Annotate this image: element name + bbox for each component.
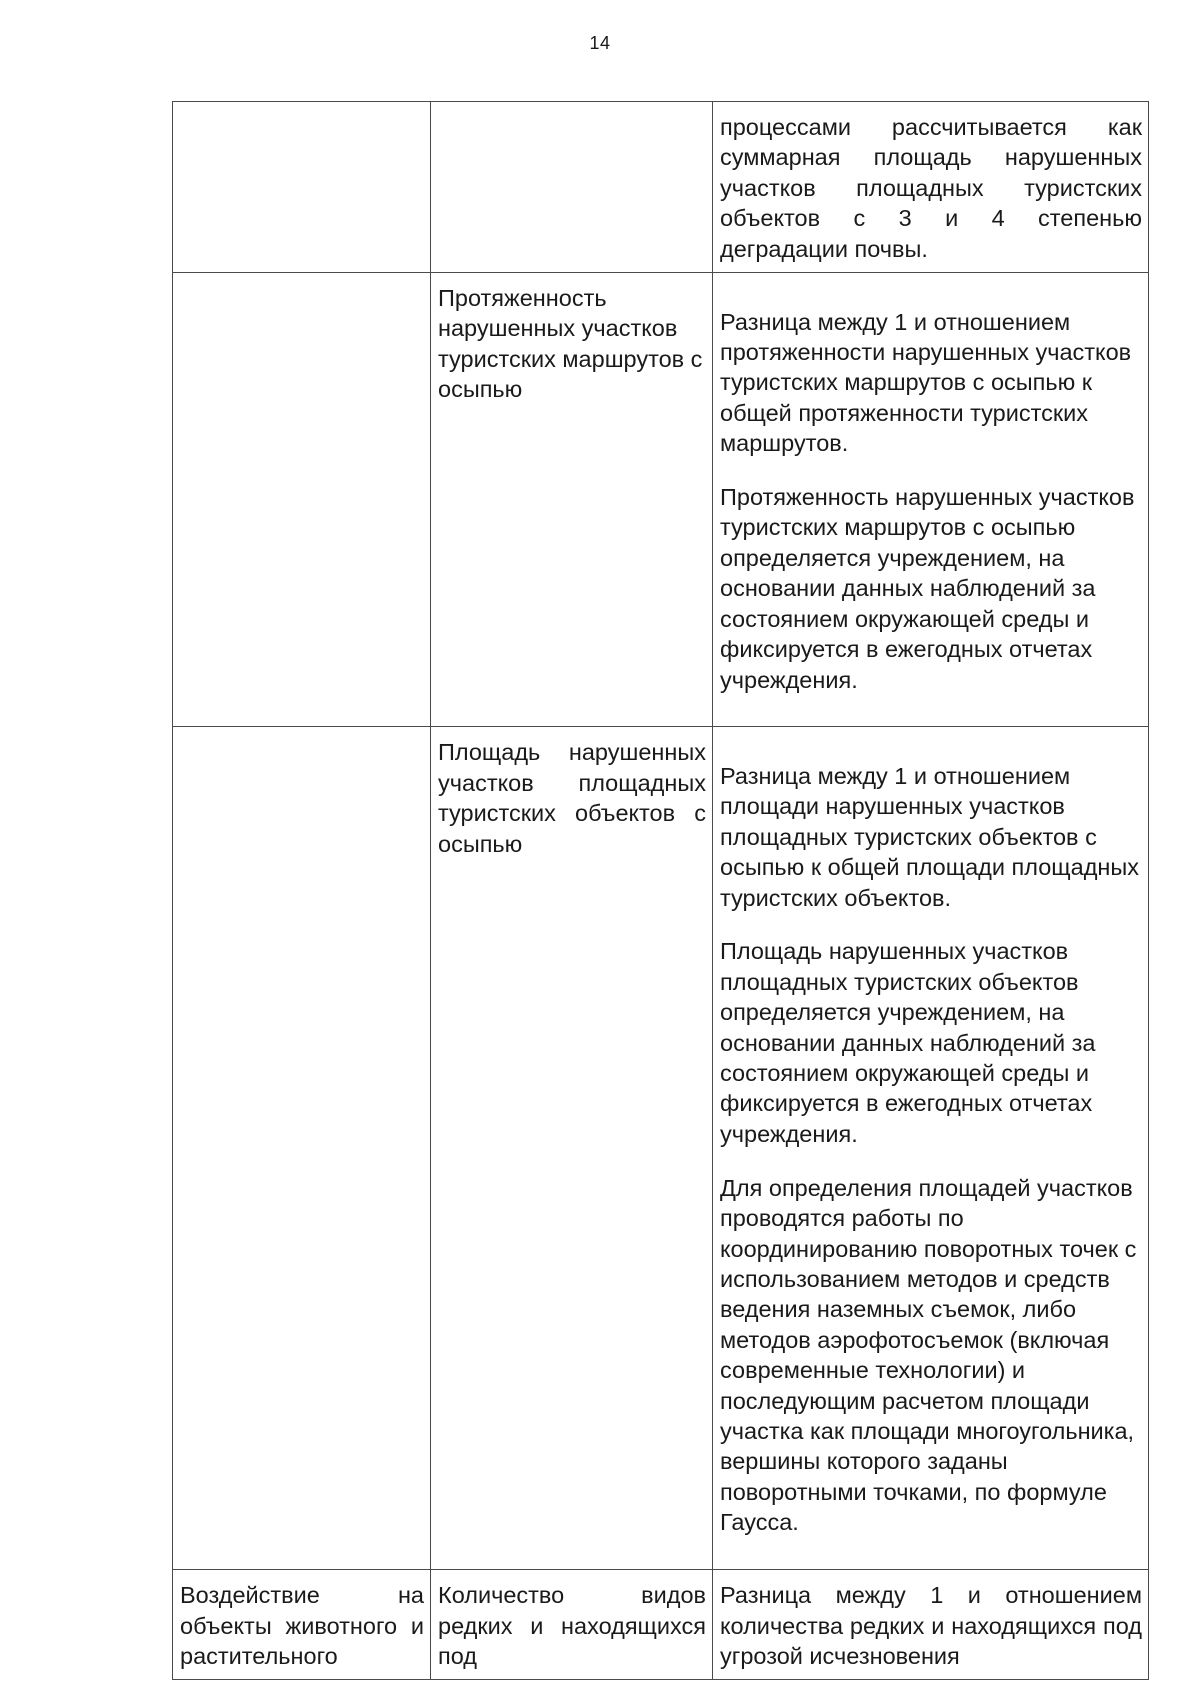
table-cell-indicator: Протяженность нарушенных участков туристских маршрутов с осыпью — [431, 273, 713, 727]
method-paragraph: Протяженность нарушенных участков туристских маршрутов с осыпью определяется учреждением, на основании данных наблюдений за состоянием окружающей среды и фиксируется в ежегодных отчетах учреждения. — [720, 484, 1135, 693]
method-paragraph: Разница между 1 и отношением площади нарушенных участков площадных туристских объектов с осыпью к общей площади площадных туристских объектов. — [720, 762, 1140, 911]
table-row — [173, 727, 1149, 1570]
table-cell-impact: Воздействие на объекты животного и растительного — [173, 1570, 431, 1680]
method-paragraph: Разница между 1 и отношением протяженности нарушенных участков туристских маршрутов с осыпью к общей протяженности туристских маршрутов. — [720, 308, 1132, 457]
page-number: 14 — [589, 33, 611, 53]
table-cell-impact — [173, 273, 431, 727]
table-cell-method: процессами рассчитывается как суммарная площадь нарушенных участков площадных туристских объектов с 3 и 4 степенью деградации почвы. — [713, 102, 1149, 273]
table-cell-method — [713, 727, 1149, 1570]
table-row — [173, 102, 1149, 273]
table-cell-indicator: Количество видов редких и находящихся под — [431, 1570, 713, 1680]
table-cell-indicator: Площадь нарушенных участков площадных туристских объектов с осыпью — [431, 727, 713, 1570]
table-cell-impact — [173, 727, 431, 1570]
table-row — [173, 273, 1149, 727]
table-cell-impact — [173, 102, 431, 273]
table-cell-method — [713, 273, 1149, 727]
table-cell-indicator — [431, 102, 713, 273]
method-paragraph: Для определения площадей участков проводятся работы по координированию поворотных точек с использованием методов и средств ведения наземных съемок, либо методов аэрофотосъемок (включая современные технологии) и последующим расчетом площади участка как площади многоугольника, вершины которого заданы поворотными точками, по формуле Гаусса. — [720, 1174, 1137, 1536]
indicators-table — [172, 101, 1149, 1680]
method-paragraph: Площадь нарушенных участков площадных туристских объектов определяется учреждением, на основании данных наблюдений за состоянием окружающей среды и фиксируется в ежегодных отчетах учреждения. — [720, 938, 1096, 1147]
table-row — [173, 1570, 1149, 1680]
table-cell-method: Разница между 1 и отношением количества редких и находящихся под угрозой исчезновения — [713, 1570, 1149, 1680]
